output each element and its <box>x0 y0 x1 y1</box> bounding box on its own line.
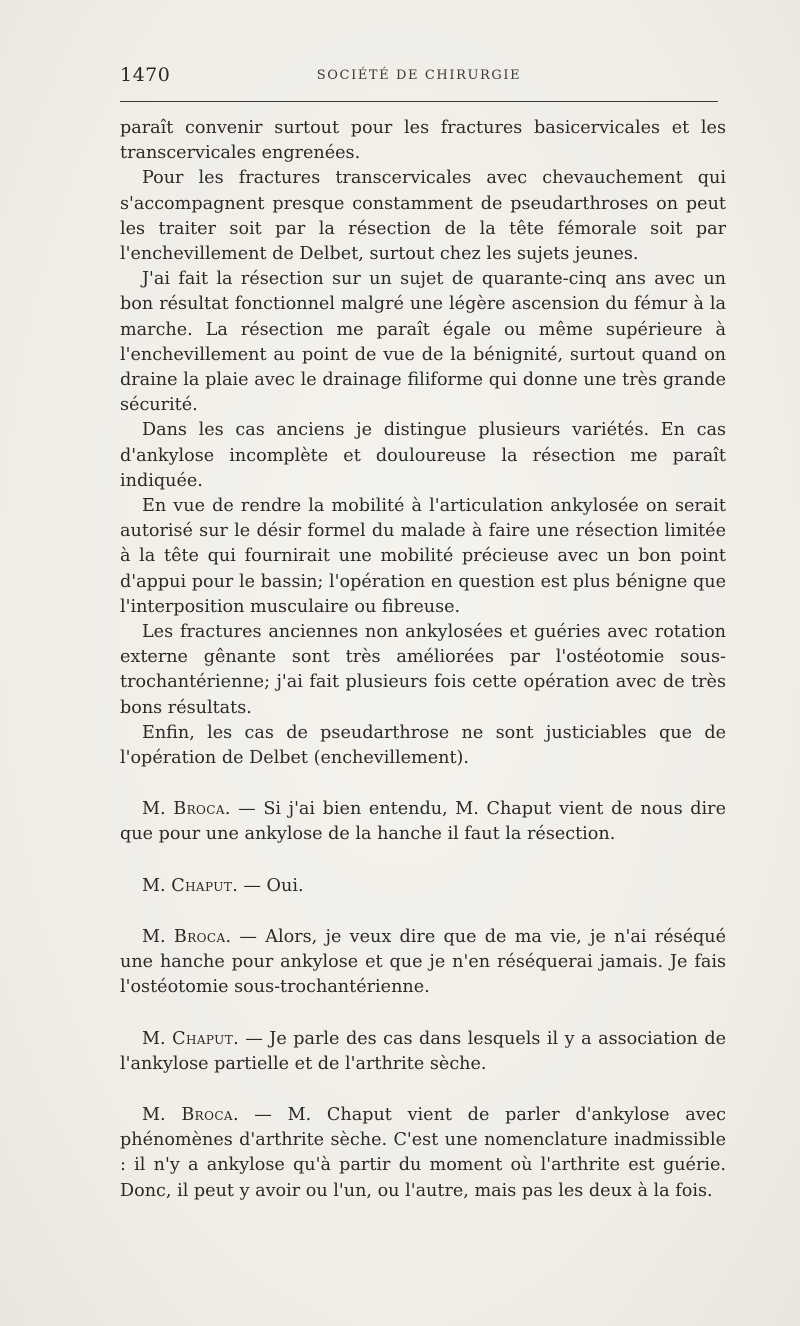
dialogue-entry <box>120 1027 726 1077</box>
speaker-name: Chaput <box>172 1028 234 1049</box>
speaker-name: Broca <box>181 1104 233 1125</box>
speaker-name: Chaput <box>171 875 233 896</box>
page-number: 1470 <box>120 64 171 86</box>
paragraph: En vue de rendre la mobilité à l'articulation ankylosée on serait autorisé sur le désir formel du malade à faire une résection limitée à la tête qui fournirait une mobilité précieuse avec un bon point d'appui pour le bassin; l'opération en question est plus bénigne que l'interposition musculaire ou fibreuse. <box>120 496 726 617</box>
paragraph: paraît convenir surtout pour les fractures basicervicales et les transcervicales engrenées. <box>120 118 726 164</box>
dialogue-text: . — Oui. <box>232 875 304 896</box>
paragraph: Pour les fractures transcervicales avec chevauchement qui s'accompagnent presque constamment de pseudarthroses on peut les traiter soit par la résection de la tête fémorale soit par l'enchevillement de Delbet, surtout chez les sujets jeunes. <box>120 168 726 265</box>
dialogue-entry <box>120 1103 726 1204</box>
speaker-prefix: M. <box>142 875 172 896</box>
dialogue-entry <box>120 797 726 847</box>
speaker-prefix: M. <box>142 799 174 820</box>
body-text <box>120 116 726 1204</box>
dialogue-text: . — M. Chaput vient de parler d'ankylose avec phénomènes d'arthrite sèche. C'est une nomenclature inadmissible : il n'y a ankylose qu'à partir du moment où l'arthrite est guérie. Donc, il peut y avoir ou l'un, ou l'autre, mais pas les deux à la fois. <box>120 1104 726 1201</box>
paragraph: Les fractures anciennes non ankylosées et guéries avec rotation externe gênante sont très améliorées par l'ostéotomie sous-trochantérienne; j'ai fait plusieurs fois cette opération avec de très bons résultats. <box>120 622 726 718</box>
paragraph: J'ai fait la résection sur un sujet de quarante-cinq ans avec un bon résultat fonctionnel malgré une légère ascension du fémur à la marche. La résection me paraît égale ou même supérieure à l'enchevillement au point de vue de la bénignité, surtout quand on draine la plaie avec le drainage filiforme qui donne une très grande sécurité. <box>120 269 726 416</box>
speaker-prefix: M. <box>142 1104 182 1125</box>
paragraph: Dans les cas anciens je distingue plusieurs variétés. En cas d'ankylose incomplète et douloureuse la résection me paraît indiquée. <box>120 420 726 491</box>
paragraph: Enfin, les cas de pseudarthrose ne sont justiciables que de l'opération de Delbet (enchevillement). <box>120 722 726 769</box>
dialogue-text: . — Alors, je veux dire que de ma vie, je n'ai réséqué une hanche pour ankylose et que je n'en réséquerai jamais. Je fais l'ostéotomie sous-trochantérienne. <box>120 926 727 998</box>
dialogue-text: . — Je parle des cas dans lesquels il y a association de l'ankylose partielle et de l'arthrite sèche. <box>120 1028 727 1074</box>
dialogue-text: . — Si j'ai bien entendu, M. Chaput vient de nous dire que pour une ankylose de la hanche il faut la résection. <box>120 799 726 845</box>
dialogue-entry <box>120 874 726 899</box>
speaker-name: Broca <box>173 799 225 820</box>
dialogue-entry <box>120 925 726 1001</box>
speaker-prefix: M. <box>142 1028 173 1049</box>
speaker-name: Broca <box>173 926 226 947</box>
speaker-prefix: M. <box>142 926 174 947</box>
header-rule <box>120 101 718 102</box>
page-header <box>120 64 718 94</box>
running-title: SOCIÉTÉ DE CHIRURGIE <box>316 68 522 83</box>
